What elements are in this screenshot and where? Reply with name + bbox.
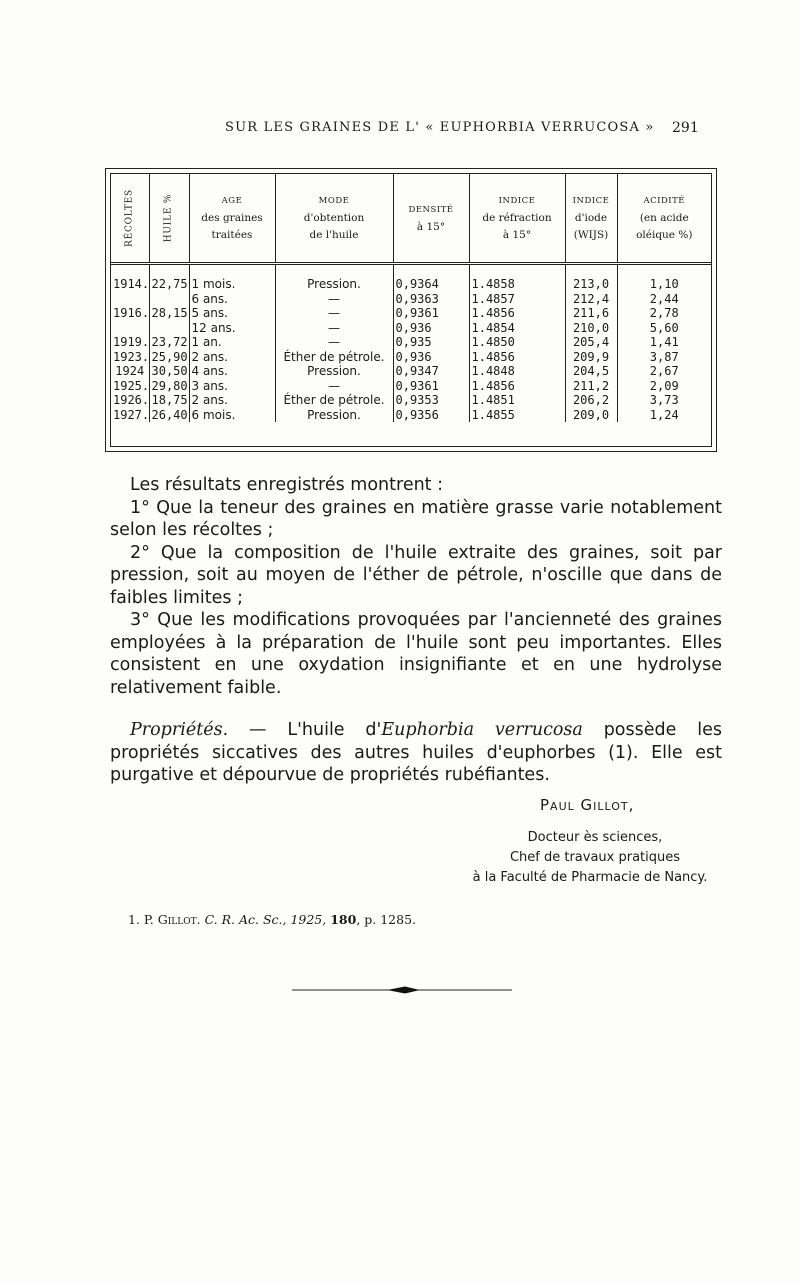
cell-refraction: 1.4856 (469, 306, 565, 321)
data-table-frame (105, 168, 717, 452)
cell-age: 4 ans. (189, 364, 275, 379)
cell-iode: 213,0 (565, 264, 617, 292)
cell-huile: 23,72 (149, 335, 189, 350)
footnote-number: 1. (128, 912, 144, 927)
cell-age: 2 ans. (189, 393, 275, 408)
cell-huile: 22,75 (149, 264, 189, 292)
author-position: Chef de travaux pratiques (509, 850, 681, 865)
cell-huile: 25,90 (149, 350, 189, 365)
paragraph-point-3: 3° Que les modifications provoquées par l'ancienneté des graines employées à la préparation de l'huile sont peu importantes. Elles consistent en une oxydation insignifiante et en une hydrolyse relativement faible. (110, 610, 722, 698)
cell-mode: — (275, 379, 393, 394)
author-name: Paul Gillot, (540, 796, 635, 814)
cell-mode: Éther de pétrole. (275, 393, 393, 408)
cell-iode: 206,2 (565, 393, 617, 408)
cell-mode: Éther de pétrole. (275, 350, 393, 365)
cell-mode: Pression. (275, 364, 393, 379)
proprietes-dash: — L'huile d' (228, 720, 382, 740)
cell-densite: 0,9361 (393, 379, 469, 394)
table-row (111, 408, 711, 423)
paragraph-intro: Les résultats enregistrés montrent : (130, 475, 444, 495)
cell-acidite: 3,73 (649, 393, 679, 407)
cell-iode: 211,2 (565, 379, 617, 394)
ornament-diamond (387, 987, 420, 994)
cell-refraction: 1.4850 (469, 335, 565, 350)
col-header-age: AGE des graines traitées (189, 174, 275, 264)
col-header-refraction: INDICE de réfraction à 15° (469, 174, 565, 264)
page-header (0, 120, 800, 138)
species-name: Euphorbia verrucosa (381, 720, 583, 740)
table-row (111, 379, 711, 394)
cell-mode: Pression. (275, 408, 393, 423)
cell-annee: 1919. (113, 335, 150, 349)
cell-iode: 209,9 (565, 350, 617, 365)
running-title: SUR LES GRAINES DE L' « EUPHORBIA VERRUCOSA » (225, 120, 655, 135)
cell-huile: 28,15 (149, 306, 189, 321)
cell-densite: 0,936 (393, 321, 469, 336)
col-header-mode: MODE d'obtention de l'huile (275, 174, 393, 264)
cell-refraction: 1.4855 (469, 408, 565, 423)
cell-acidite: 2,78 (649, 306, 679, 320)
cell-annee: 1914. (111, 264, 149, 292)
cell-acidite: 1,24 (649, 407, 679, 422)
col-header-acidite: ACIDITÉ (en acide oléique %) (617, 174, 711, 264)
cell-age: 2 ans. (189, 350, 275, 365)
cell-age: 12 ans. (189, 321, 275, 336)
proprietes-label: Propriétés. (130, 720, 229, 740)
cell-iode: 204,5 (565, 364, 617, 379)
cell-acidite: 2,67 (649, 364, 679, 378)
cell-annee: 1925. (113, 378, 150, 393)
cell-mode: — (275, 335, 393, 350)
cell-huile (149, 292, 189, 307)
cell-huile: 29,80 (149, 379, 189, 394)
cell-annee: 1924 (111, 364, 149, 379)
col-header-iode: INDICE d'iode (WIJS) (565, 174, 617, 264)
table-row (111, 350, 711, 365)
cell-iode: 211,6 (565, 306, 617, 321)
author-title: Docteur ès sciences, (527, 830, 663, 845)
cell-acidite: 1,10 (649, 277, 679, 291)
cell-age: 5 ans. (189, 306, 275, 321)
col-header-densite: DENSITÉ à 15° (393, 174, 469, 264)
cell-annee: 1923. (113, 349, 150, 364)
cell-densite: 0,935 (393, 335, 469, 350)
page-number: 291 (672, 120, 699, 136)
table-row (111, 335, 711, 350)
cell-acidite: 2,09 (649, 378, 679, 393)
table-row (111, 264, 711, 292)
cell-iode: 209,0 (565, 408, 617, 423)
cell-acidite: 5,60 (649, 320, 679, 335)
cell-acidite: 1,41 (649, 335, 679, 349)
footnote-volume: 180 (330, 912, 357, 927)
cell-huile (149, 321, 189, 336)
cell-densite: 0,9361 (393, 306, 469, 321)
cell-annee: 1927. (113, 407, 150, 422)
cell-mode: Pression. (275, 264, 393, 292)
cell-refraction: 1.4854 (469, 321, 565, 336)
footnote-author: P. Gillot. (143, 912, 201, 927)
cell-refraction: 1.4857 (469, 292, 565, 307)
cell-densite: 0,9356 (393, 408, 469, 423)
cell-iode: 212,4 (565, 292, 617, 307)
cell-age: 6 ans. (189, 292, 275, 307)
col-header-huile: HUILE % (149, 174, 189, 264)
cell-refraction: 1.4848 (469, 364, 565, 379)
cell-refraction: 1.4858 (469, 264, 565, 292)
article-body (110, 474, 722, 787)
cell-densite: 0,9363 (393, 292, 469, 307)
table-body (111, 264, 711, 423)
cell-densite: 0,9347 (393, 364, 469, 379)
table-row (111, 306, 711, 321)
end-ornament (292, 985, 512, 995)
cell-mode: — (275, 292, 393, 307)
cell-huile: 18,75 (149, 393, 189, 408)
cell-age: 3 ans. (189, 379, 275, 394)
cell-acidite: 2,44 (649, 291, 679, 306)
cell-refraction: 1.4851 (469, 393, 565, 408)
cell-iode: 210,0 (565, 321, 617, 336)
table-row (111, 364, 711, 379)
col-header-recoltes: RÉCOLTES (111, 174, 149, 264)
cell-refraction: 1.4856 (469, 350, 565, 365)
cell-iode: 205,4 (565, 335, 617, 350)
cell-annee (111, 321, 149, 336)
table-row (111, 292, 711, 307)
cell-age: 1 an. (189, 335, 275, 350)
author-affiliation: à la Faculté de Pharmacie de Nancy. (472, 870, 708, 885)
cell-densite: 0,9353 (393, 393, 469, 408)
cell-annee (111, 292, 149, 307)
footnote-page: , p. 1285. (356, 912, 416, 927)
cell-acidite: 3,87 (649, 349, 679, 364)
cell-densite: 0,9364 (393, 264, 469, 292)
cell-age: 6 mois. (189, 408, 275, 423)
data-table (111, 174, 711, 422)
cell-huile: 26,40 (149, 408, 189, 423)
table-header-row (111, 174, 711, 264)
paragraph-point-1: 1° Que la teneur des graines en matière grasse varie notablement selon les récoltes ; (110, 497, 722, 540)
cell-age: 1 mois. (189, 264, 275, 292)
table-row (111, 393, 711, 408)
cell-refraction: 1.4856 (469, 379, 565, 394)
cell-mode: — (275, 321, 393, 336)
cell-annee: 1926. (113, 393, 150, 407)
cell-annee: 1916. (113, 306, 150, 320)
table-row (111, 321, 711, 336)
footnote-ref: C. R. Ac. Sc., 1925, (200, 912, 331, 927)
cell-mode: — (275, 306, 393, 321)
paragraph-proprietes (110, 719, 722, 787)
cell-huile: 30,50 (149, 364, 189, 379)
paragraph-point-2: 2° Que la composition de l'huile extraite des graines, soit par pression, soit au moyen de l'éther de pétrole, n'oscille que dans de faibles limites ; (110, 542, 722, 608)
cell-densite: 0,936 (393, 350, 469, 365)
proprietes-rest: possède les propriétés siccatives des autres huiles d'euphorbes (1). Elle est purgative et dépourvue de propriétés rubéfiantes. (110, 720, 722, 785)
footnote (128, 912, 416, 927)
